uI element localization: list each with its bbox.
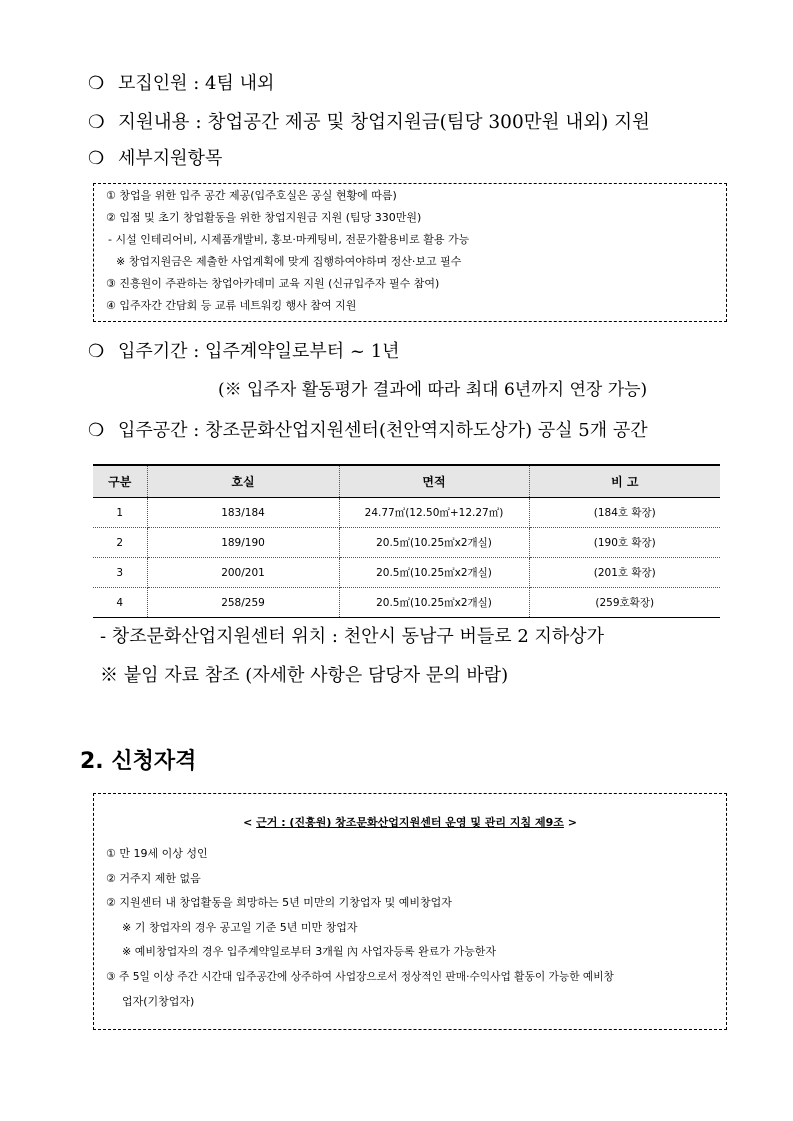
table-cell: 20.5㎡(10.25㎡x2개실) [339, 588, 529, 618]
table-header-row [93, 465, 720, 498]
details-item: ④ 입주자간 간담회 등 교류 네트워킹 행사 참여 지원 [106, 299, 357, 312]
table-cell: 258/259 [147, 588, 339, 618]
criteria-item: ② 거주지 제한 없음 [106, 872, 201, 885]
period-note: (※ 입주자 활동평가 결과에 따라 최대 6년까지 연장 가능) [218, 380, 648, 400]
table-cell: 189/190 [147, 528, 339, 558]
criteria-prefix: < [243, 816, 257, 829]
support-content-text: 지원내용 : 창업공간 제공 및 창업지원금(팀당 300만원 내외) 지원 [118, 112, 650, 133]
table-cell: 183/184 [147, 498, 339, 528]
circle-bullet-icon: ❍ [88, 112, 105, 133]
support-content [88, 111, 650, 135]
table-cell: 3 [93, 558, 147, 588]
table-cell: 1 [93, 498, 147, 528]
table-cell: 2 [93, 528, 147, 558]
circle-bullet-icon: ❍ [88, 148, 105, 169]
table-row [93, 588, 720, 618]
circle-bullet-icon: ❍ [88, 341, 105, 362]
header-cell: 호실 [147, 465, 339, 498]
details-box [93, 183, 727, 322]
table-cell: (201호 확장) [529, 558, 720, 588]
recruit-count [88, 72, 274, 96]
section-heading: 2. 신청자격 [80, 749, 197, 774]
table-cell: 24.77㎡(12.50㎡+12.27㎡) [339, 498, 529, 528]
center-location: - 창조문화산업지원센터 위치 : 천안시 동남구 버들로 2 지하상가 [100, 626, 605, 647]
space [88, 419, 648, 443]
table-cell: (184호 확장) [529, 498, 720, 528]
details-item: ※ 창업지원금은 제출한 사업계획에 맞게 집행하여야하며 정산·보고 필수 [116, 255, 462, 268]
table-row [93, 498, 720, 528]
criteria-item: ② 지원센터 내 창업활동을 희망하는 5년 미만의 기창업자 및 예비창업자 [106, 896, 452, 909]
table-cell: (259호확장) [529, 588, 720, 618]
criteria-item: ③ 주 5일 이상 주간 시간대 입주공간에 상주하여 사업장으로서 정상적인 판매·수익사업 활동이 가능한 예비창 [106, 970, 614, 983]
criteria-item: ※ 예비창업자의 경우 입주계약일로부터 3개월 內 사업자등록 완료가 가능한자 [122, 945, 496, 958]
table-row [93, 558, 720, 588]
rooms-table [93, 464, 720, 618]
criteria-title [94, 814, 726, 830]
details-title-text: 세부지원항목 [118, 148, 223, 169]
criteria-item: ① 만 19세 이상 성인 [106, 847, 208, 860]
criteria-item: ※ 기 창업자의 경우 공고일 기준 5년 미만 창업자 [122, 921, 358, 934]
table-cell: 20.5㎡(10.25㎡x2개실) [339, 528, 529, 558]
details-item: ② 입점 및 초기 창업활동을 위한 창업지원금 지원 (팀당 330만원) [106, 211, 422, 224]
period-text: 입주기간 : 입주계약일로부터 ~ 1년 [118, 341, 400, 362]
details-item: - 시설 인테리어비, 시제품개발비, 홍보·마케팅비, 전문가활용비로 활용 가능 [108, 233, 470, 246]
criteria-title-text: 근거 : (진흥원) 창조문화산업지원센터 운영 및 관리 지침 제9조 [256, 816, 564, 829]
criteria-suffix: > [563, 816, 577, 829]
details-item: ① 창업을 위한 입주 공간 제공(입주호실은 공실 현황에 따름) [106, 189, 397, 202]
circle-bullet-icon: ❍ [88, 420, 105, 441]
details-item: ③ 진흥원이 주관하는 창업아카데미 교육 지원 (신규입주자 필수 참여) [106, 277, 440, 290]
recruit-count-text: 모집인원 : 4팀 내외 [118, 73, 275, 94]
criteria-box [93, 793, 727, 1030]
header-cell: 구분 [93, 465, 147, 498]
table-row [93, 528, 720, 558]
details-title [88, 147, 222, 171]
table-cell: 20.5㎡(10.25㎡x2개실) [339, 558, 529, 588]
criteria-item: 업자(기창업자) [122, 995, 195, 1008]
table-cell: 4 [93, 588, 147, 618]
period [88, 340, 400, 364]
table-cell: 200/201 [147, 558, 339, 588]
attachment-note: ※ 붙임 자료 참조 (자세한 사항은 담당자 문의 바람) [100, 665, 509, 686]
space-text: 입주공간 : 창조문화산업지원센터(천안역지하도상가) 공실 5개 공간 [118, 420, 648, 441]
circle-bullet-icon: ❍ [88, 73, 105, 94]
header-cell: 비 고 [529, 465, 720, 498]
table-cell: (190호 확장) [529, 528, 720, 558]
header-cell: 면적 [339, 465, 529, 498]
